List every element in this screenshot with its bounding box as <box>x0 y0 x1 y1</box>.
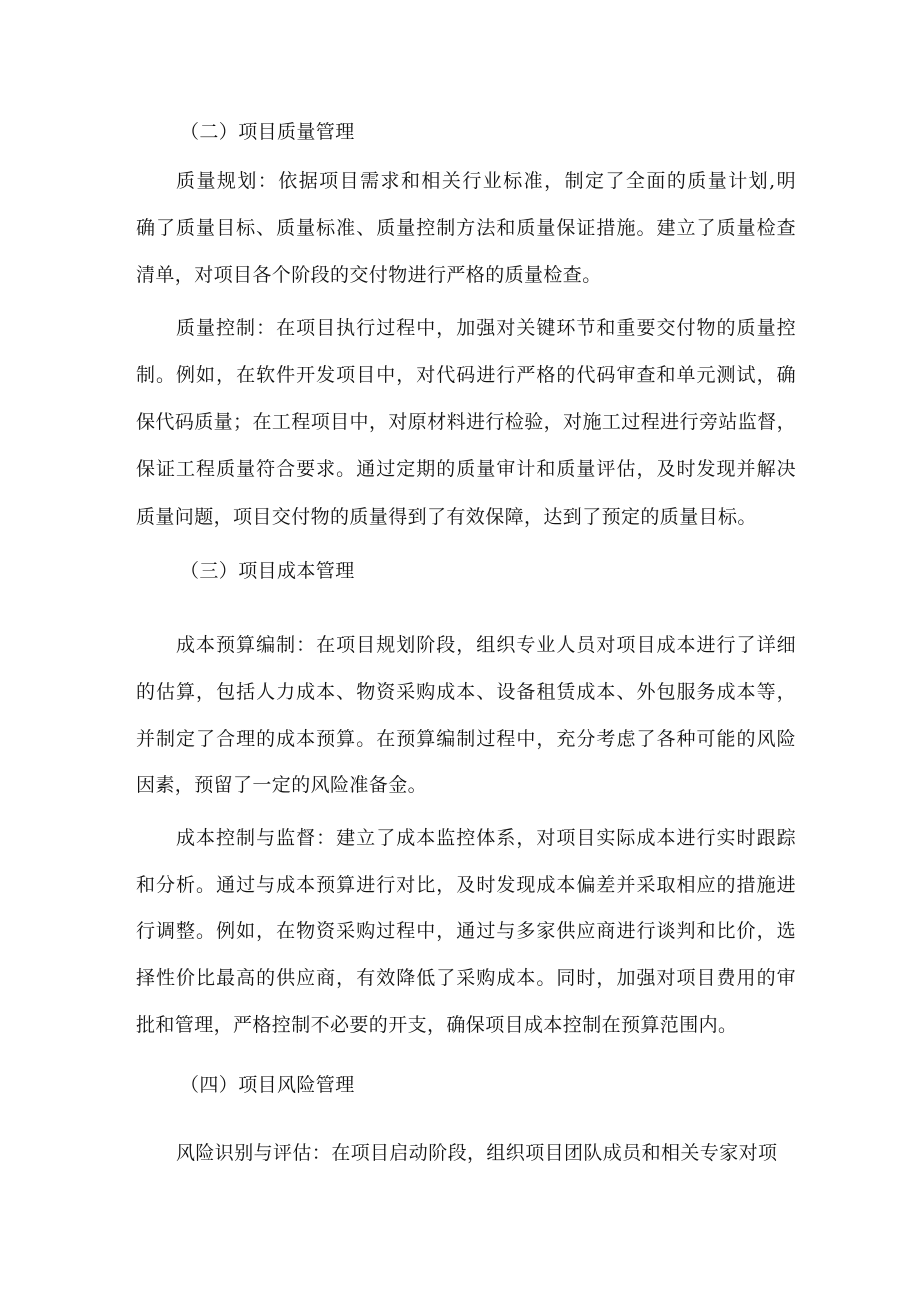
paragraph-line: 的估算，包括人力成本、物资采购成本、设备租赁成本、外包服务成本等， <box>136 681 796 703</box>
section-heading-cost: （三）项目成本管理 <box>180 560 355 582</box>
section-heading-risk: （四）项目风险管理 <box>180 1074 355 1096</box>
paragraph-line: 和分析。通过与成本预算进行对比，及时发现成本偏差并采取相应的措施进 <box>136 874 796 896</box>
paragraph-line: 质量问题，项目交付物的质量得到了有效保障，达到了预定的质量目标。 <box>136 506 757 528</box>
paragraph-line: 质量控制：在项目执行过程中，加强对关键环节和重要交付物的质量控 <box>176 317 796 339</box>
paragraph-line: 质量规划：依据项目需求和相关行业标准，制定了全面的质量计划,明 <box>176 170 796 192</box>
paragraph-line: 择性价比最高的供应商，有效降低了采购成本。同时，加强对项目费用的审 <box>136 967 796 989</box>
paragraph-line: 风险识别与评估：在项目启动阶段，组织项目团队成员和相关专家对项 <box>176 1142 778 1164</box>
paragraph-line: 保证工程质量符合要求。通过定期的质量审计和质量评估，及时发现并解决 <box>136 458 796 480</box>
paragraph-line: 成本预算编制：在项目规划阶段，组织专业人员对项目成本进行了详细 <box>176 634 796 656</box>
paragraph-line: 因素，预留了一定的风险准备金。 <box>136 774 428 796</box>
paragraph-line: 并制定了合理的成本预算。在预算编制过程中，充分考虑了各种可能的风险 <box>136 728 796 750</box>
paragraph-line: 成本控制与监督：建立了成本监控体系，对项目实际成本进行实时跟踪 <box>176 827 796 849</box>
paragraph-line: 行调整。例如，在物资采购过程中，通过与多家供应商进行谈判和比价，选 <box>136 920 796 942</box>
section-heading-quality: （二）项目质量管理 <box>180 121 355 143</box>
paragraph-line: 确了质量目标、质量标准、质量控制方法和质量保证措施。建立了质量检查 <box>136 217 796 239</box>
paragraph-line: 清单，对项目各个阶段的交付物进行严格的质量检查。 <box>136 264 602 286</box>
paragraph-line: 批和管理，严格控制不必要的开支，确保项目成本控制在预算范围内。 <box>136 1014 738 1036</box>
paragraph-line: 保代码质量；在工程项目中，对原材料进行检验，对施工过程进行旁站监督， <box>136 411 796 433</box>
paragraph-line: 制。例如，在软件开发项目中，对代码进行严格的代码审查和单元测试，确 <box>136 364 796 386</box>
